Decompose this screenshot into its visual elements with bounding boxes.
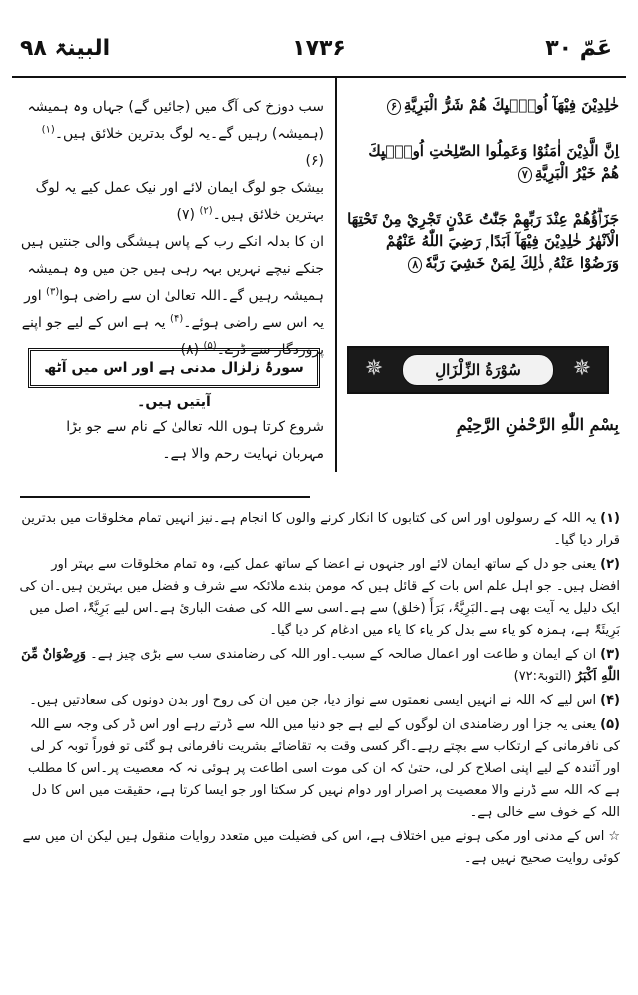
footnote-number: (۲) [600,557,620,572]
footnote-citation: (التوبۃ:۷۲) [513,669,572,684]
ayah [347,94,619,116]
ayah [347,140,619,184]
footnote-ref: (۴) [170,313,184,325]
translation-column [20,94,324,364]
juz-label: عَمّ ۳۰ [545,36,612,61]
footnote [18,644,620,688]
footnote-star-icon: ☆ [608,829,620,844]
translation-paragraph [20,229,324,364]
footnote-quote: وَرِضْوَانٌ مِّنَ اللّٰهِ اَكْبَرُ [21,647,620,684]
footnote-ref: (۲) [199,205,213,217]
surah-title-banner [347,346,609,394]
ayah-text: جَزَاۗؤُهُمْ عِنْدَ رَبِّهِمْ جَنّٰتُ عَدْنٍ تَجْرِيْ مِنْ تَحْتِهَا الْاَنْهٰرُ خٰلِدِيْنَ فِيْهَآ اَبَدًا ۭ رَضِيَ اللّٰهُ عَنْهُمْ وَرَضُوْا عَنْهُ ۭ ذٰلِكَ لِمَنْ خَشِيَ رَبَّهٗ [347,210,619,272]
verse-number: (۷) [176,207,195,223]
footnote [18,508,620,552]
footnote-ref: (۳) [46,286,60,298]
ayah-text: اِنَّ الَّذِيْنَ اٰمَنُوْا وَعَمِلُوا الصّٰلِحٰتِ اُولٰۗىِٕكَ هُمْ خَيْرُ الْبَرِيَّةِ [368,142,619,182]
arabic-text-column [347,94,619,298]
translation-text: ان کا بدلہ انکے رب کے پاس ہیشگی والی جنتیں ہیں جنکے نیچے نہریں بہہ رہی ہیں جن میں وہ ہمیشہ ہمیشہ رہیں گے۔اللہ تعالیٰ ان سے راضی ہوا [20,234,324,304]
translation-text: بیشک جو لوگ ایمان لائے اور نیک عمل کیے یہ لوگ بہترین خلائق ہیں۔ [35,180,324,223]
translation-text: اور یہ اس سے راضی ہوئے۔ [24,288,324,331]
footnote [18,714,620,824]
surah-running-title: البینۃ ۹۸ [20,36,111,61]
ayah-number: ۶ [387,99,401,115]
translation-paragraph [20,175,324,229]
footnote-text: یعنی یہ جزا اور رضامندی ان لوگوں کے لیے ہے جو دنیا میں اللہ سے ڈرتے رہے اور اس ڈر کی وجہ سے اللہ کی نافرمانی کے ارتکاب سے بچتے رہے۔اگر کسی وقت بہ تقاضائے بشریت نافرمانی ہو گئی تو فوراً توبہ کر لی اور آئندہ کے لیے اپنی اصلاح کر لی، حتیٰ کہ ان کی موت اسی اطاعت پر ہوئی نہ کہ معصیت پر۔اس کا مطلب ہے کہ اللہ سے ڈرنے والا معصیت پر اصرار اور دوام نہیں کر سکتا اور جو ایسا کرتا ہے، حقیقت میں اس کا دل اللہ کے خوف سے خالی ہے۔ [27,717,620,820]
translation-text: یہ ہے اس کے لیے جو اپنے پروردگار سے ڈرے۔ [21,315,324,358]
verse-number: (۶) [305,153,324,169]
footnote-text: یعنی جو دل کے ساتھ ایمان لائے اور جنہوں نے اعضا کے ساتھ عمل کیے، وہ تمام مخلوقات سے بہتر اور افضل ہیں۔ جو اہل علم اس بات کے قائل ہیں کہ مومن بندے ملائکہ سے شرف و فضل میں بہترین ہیں۔ان کی ایک دلیل یہ آیت بھی ہے۔البَرِیَّۃُ، بَرَأَ (خلق) سے ہے۔اسی سے اللہ کی صفت البارئ ہے۔اس لیے بَرِیَّۃٌ، اصل میں بَرِیئَۃٌ ہے، ہمزہ کو یاء سے بدل کر یاء کا یاء میں ادغام کر دیا گیا۔ [19,557,620,638]
footnote-text: ان کے ایمان و طاعت اور اعمال صالحہ کے سبب۔اور اللہ کی رضامندی سب سے بڑی چیز ہے۔ [90,647,597,662]
footnote-number: (۳) [600,647,620,662]
ornament-icon: ✵ [364,356,384,381]
column-divider [335,78,337,472]
surah-title: سُوْرَةُ الزِّلْزَالِ [402,354,554,386]
page-number: ۱۷۳۶ [292,36,346,61]
ornament-icon: ✵ [572,356,592,381]
bismillah: بِسْمِ اللّٰهِ الرَّحْمٰنِ الرَّحِيْمِ [456,415,619,434]
footnote [18,554,620,642]
verse-number: (۸) [180,342,200,358]
footnote-text: اس کے مدنی اور مکی ہونے میں اختلاف ہے، اس کی فضیلت میں متعدد روایات منقول ہیں لیکن ان میں سے کوئی روایت صحیح نہیں ہے۔ [22,829,620,866]
ayah [347,208,619,274]
ayah-number: ۸ [408,257,422,273]
bismillah-translation: شروع کرتا ہوں اللہ تعالیٰ کے نام سے جو بڑا مہربان نہایت رحم والا ہے۔ [66,419,324,462]
footnote-text: یہ اللہ کے رسولوں اور اس کی کتابوں کا انکار کرنے والوں کا انجام ہے۔نیز انہیں تمام مخلوقات میں بدترین قرار دیا گیا۔ [21,511,620,548]
footnote-number: (۴) [600,693,620,708]
translation-paragraph [20,94,324,175]
footnote [18,690,620,712]
surah-info-box: سورۂ زلزال مدنی ہے اور اس میں آٹھ آیتیں ہیں۔ [28,348,320,388]
footnote-text: اس لیے کہ اللہ نے انہیں ایسی نعمتوں سے نواز دیا، جن میں ان کی روح اور بدن دونوں کی سعادتیں ہیں۔ [29,693,597,708]
footnote-rule [20,496,310,498]
header-rule [12,76,626,78]
translation-text: سب دوزخ کی آگ میں (جائیں گے) جہاں وہ ہمیشہ (ہمیشہ) رہیں گے۔یہ لوگ بدترین خلائق ہیں۔ [27,99,324,142]
ayah-text: خٰلِدِيْنَ فِيْهَآ اُولٰۗىِٕكَ هُمْ شَرُّ الْبَرِيَّةِ [403,96,619,114]
footnote-number: (۵) [600,717,620,732]
footnote-ref: (۱) [41,124,55,136]
footnote-ref: (۵) [203,340,217,352]
footnote-number: (۱) [600,511,620,526]
ayah-number: ۷ [518,167,532,183]
footnotes [18,508,620,872]
footnote [18,826,620,870]
